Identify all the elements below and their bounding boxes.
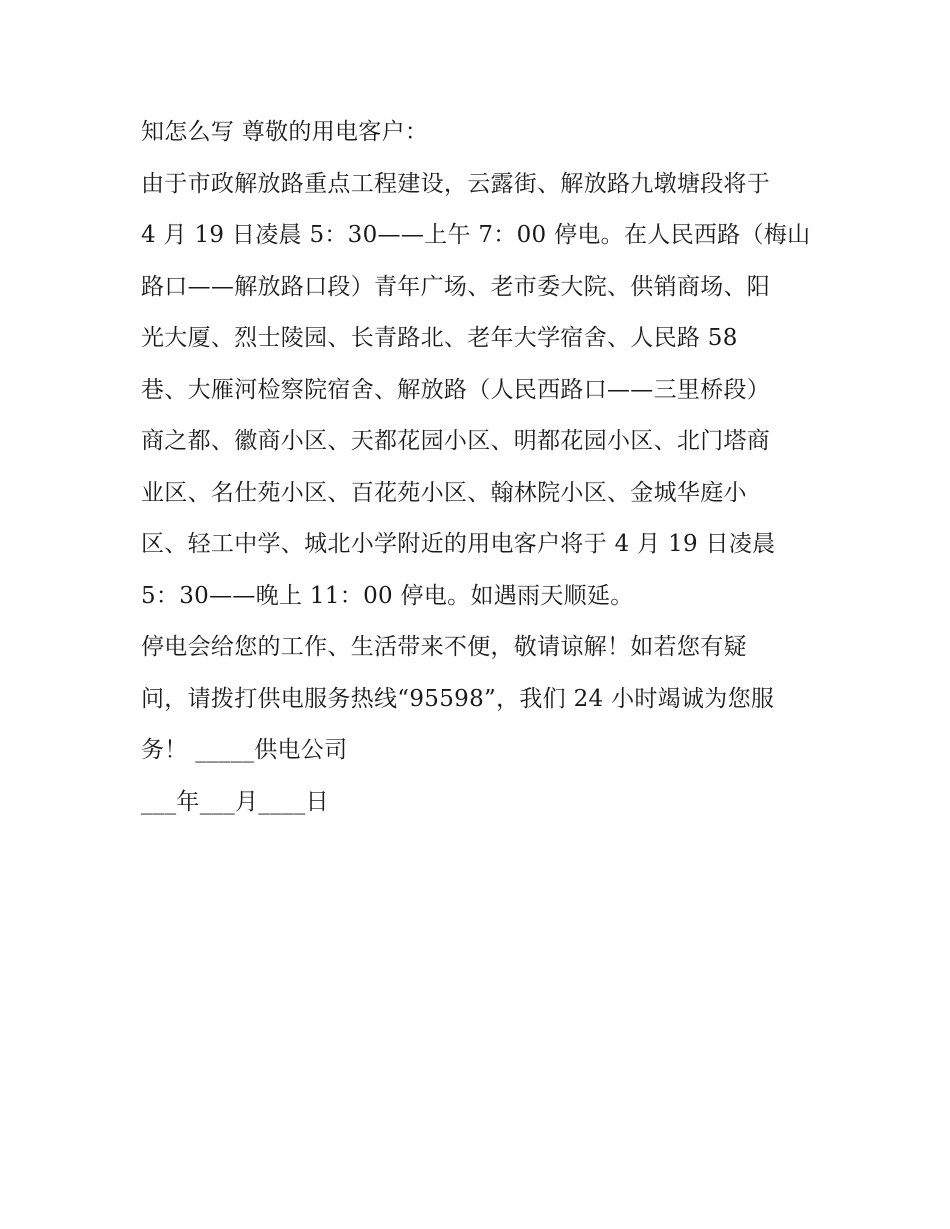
greeting-line: 知怎么写 尊敬的用电客户： [141,119,429,145]
body-line: 巷、大雁河检察院宿舍、解放路（人民西路口——三里桥段） [141,376,771,403]
date-line: ___年___月____日 [141,788,329,815]
body-line: 业区、名仕苑小区、百花苑小区、翰林院小区、金城华庭小 [141,479,747,506]
body-line: 商之都、徽商小区、天都花园小区、明都花园小区、北门塔商 [141,428,771,454]
body-line: 由于市政解放路重点工程建设，云露街、解放路九墩塘段将于 [141,170,771,197]
signature-line: 务！ _____供电公司 [141,737,348,763]
body-line: 区、轻工中学、城北小学附近的用电客户将于 4 月 19 日凌晨 [141,531,776,557]
body-line: 4 月 19 日凌晨 5：30——上午 7：00 停电。在人民西路（梅山 [141,222,811,248]
body-line: 5：30——晚上 11：00 停电。如遇雨天顺延。 [141,582,634,609]
body-line: 问，请拨打供电服务热线“95598”，我们 24 小时竭诚为您服 [141,685,775,712]
body-line: 停电会给您的工作、生活带来不便，敬请谅解！如若您有疑 [141,634,747,660]
body-line: 路口——解放路口段）青年广场、老市委大院、供销商场、阳 [141,273,771,300]
body-line: 光大厦、烈士陵园、长青路北、老年大学宿舍、人民路 58 [141,325,738,351]
document-body [141,107,821,828]
